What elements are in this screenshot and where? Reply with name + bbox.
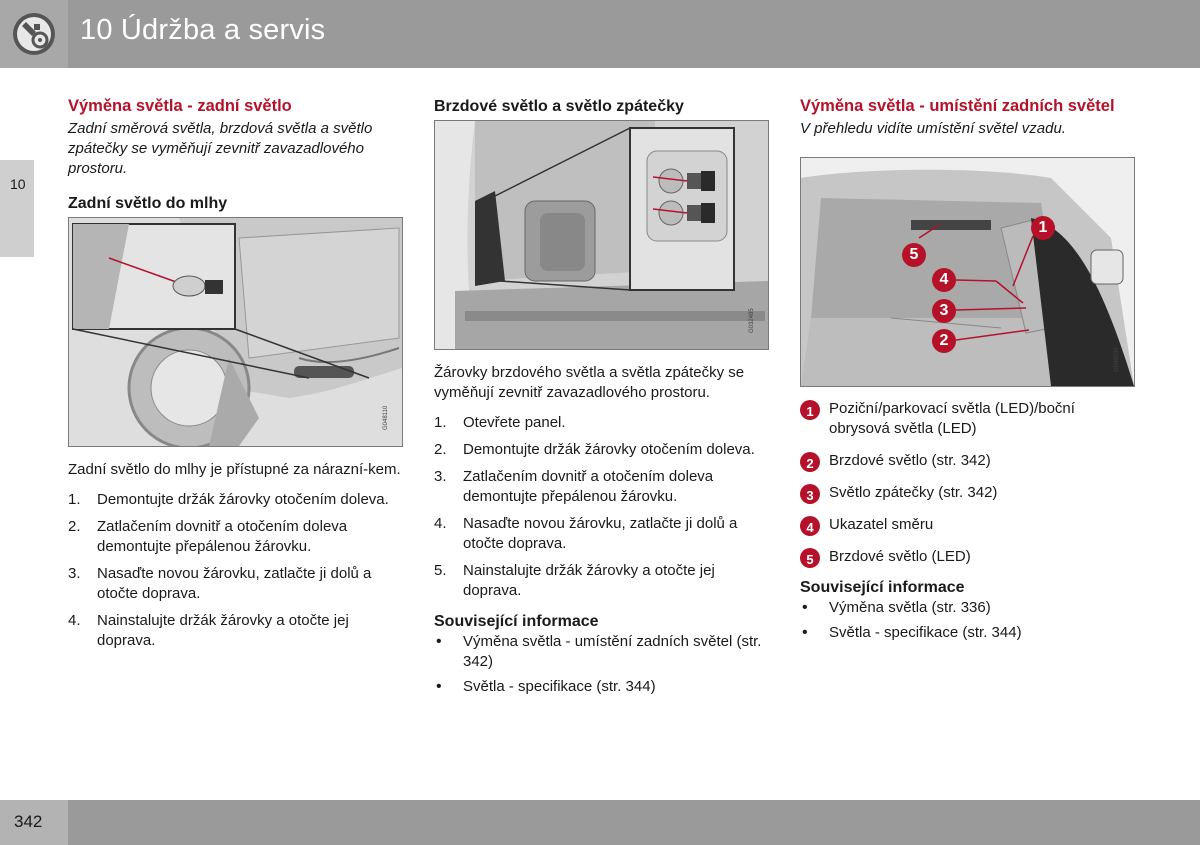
section-intro: V přehledu vidíte umístění světel vzadu. bbox=[800, 120, 1066, 137]
legend-item: 3 Světlo zpátečky (str. 342) bbox=[800, 483, 1135, 503]
related-title: Související informace bbox=[434, 613, 599, 630]
related-list bbox=[800, 598, 1135, 643]
legend-item: 1 Poziční/parkovací světla (LED)/boční obrysová světla (LED) bbox=[800, 399, 1135, 439]
side-tab-label: 10 bbox=[10, 176, 26, 192]
legend-item: 4 Ukazatel směru bbox=[800, 515, 1135, 535]
related-list bbox=[434, 632, 769, 697]
fog-light-text: Zadní světlo do mlhy je přístupné za nárazní-kem. bbox=[68, 461, 401, 478]
chapter-title: 10 Údržba a servis bbox=[80, 14, 326, 46]
wrench-gear-icon bbox=[12, 12, 56, 56]
header-bar bbox=[0, 0, 1200, 68]
related-link[interactable]: • Světla - specifikace (str. 344) bbox=[800, 623, 1135, 643]
figure-code: G048110 bbox=[383, 405, 389, 430]
column-rear-light-locations bbox=[800, 96, 1135, 648]
callout-marker: 2 bbox=[932, 329, 956, 353]
section-title: Brzdové světlo a světlo zpátečky bbox=[434, 98, 684, 115]
related-title: Související informace bbox=[800, 579, 965, 596]
header-icon-box bbox=[0, 0, 68, 68]
related-link[interactable]: • Světla - specifikace (str. 344) bbox=[434, 677, 769, 697]
chapter-side-tab[interactable] bbox=[0, 160, 34, 257]
legend-item: 2 Brzdové světlo (str. 342) bbox=[800, 451, 1135, 471]
callout-marker: 4 bbox=[932, 268, 956, 292]
section-title: Výměna světla - zadní světlo bbox=[68, 97, 292, 115]
list-item: 2. Demontujte držák žárovky otočením doleva. bbox=[434, 441, 755, 458]
footer-bar bbox=[0, 800, 1200, 845]
column-rear-fog-light bbox=[68, 96, 403, 658]
list-item: 5. Nainstalujte držák žárovky a otočte jej doprava. bbox=[434, 562, 715, 599]
related-link[interactable]: • Výměna světla (str. 336) bbox=[800, 598, 1135, 618]
brake-reverse-text: Žárovky brzdového světla a světla zpátečky se vyměňují zevnitř zavazadlového prostoru. bbox=[434, 364, 745, 401]
section-intro: Zadní směrová světla, brzdová světla a světlo zpátečky se vyměňují zevnitř zavazadlového prostoru. bbox=[68, 120, 373, 177]
steps-list bbox=[434, 413, 769, 601]
number-badge: 2 bbox=[800, 452, 820, 472]
section-title: Výměna světla - umístění zadních světel bbox=[800, 97, 1115, 115]
legend-item: 5 Brzdové světlo (LED) bbox=[800, 547, 1135, 567]
number-badge: 4 bbox=[800, 516, 820, 536]
subsection-title: Zadní světlo do mlhy bbox=[68, 195, 228, 212]
callout-marker: 5 bbox=[902, 243, 926, 267]
list-item: 2. Zatlačením dovnitř a otočením doleva demontujte přepálenou žárovku. bbox=[68, 518, 348, 555]
callout-legend bbox=[800, 399, 1135, 567]
number-badge: 5 bbox=[800, 548, 820, 568]
steps-list bbox=[68, 490, 403, 651]
list-item: 4. Nasaďte novou žárovku, zatlačte ji dolů a otočte doprava. bbox=[434, 515, 738, 552]
related-link[interactable]: • Výměna světla - umístění zadních světel (str. 342) bbox=[434, 632, 769, 672]
callout-marker: 1 bbox=[1031, 216, 1055, 240]
figure-code: G032485 bbox=[749, 308, 755, 333]
page-number: 342 bbox=[14, 812, 43, 831]
list-item: 1. Otevřete panel. bbox=[434, 414, 566, 431]
list-item: 3. Nasaďte novou žárovku, zatlačte ji dolů a otočte doprava. bbox=[68, 565, 372, 602]
list-item: 3. Zatlačením dovnitř a otočením doleva demontujte přepálenou žárovku. bbox=[434, 468, 714, 505]
figure-code: G048036 bbox=[1114, 347, 1120, 372]
fog-light-figure bbox=[68, 217, 403, 447]
column-brake-reverse-light bbox=[434, 96, 769, 702]
list-item: 4. Nainstalujte držák žárovky a otočte jej doprava. bbox=[68, 612, 349, 649]
page-number-box bbox=[0, 800, 68, 845]
number-badge: 1 bbox=[800, 400, 820, 420]
number-badge: 3 bbox=[800, 484, 820, 504]
list-item: 1. Demontujte držák žárovky otočením doleva. bbox=[68, 491, 389, 508]
rear-lights-figure bbox=[800, 157, 1135, 387]
callout-marker: 3 bbox=[932, 299, 956, 323]
brake-reverse-figure bbox=[434, 120, 769, 350]
